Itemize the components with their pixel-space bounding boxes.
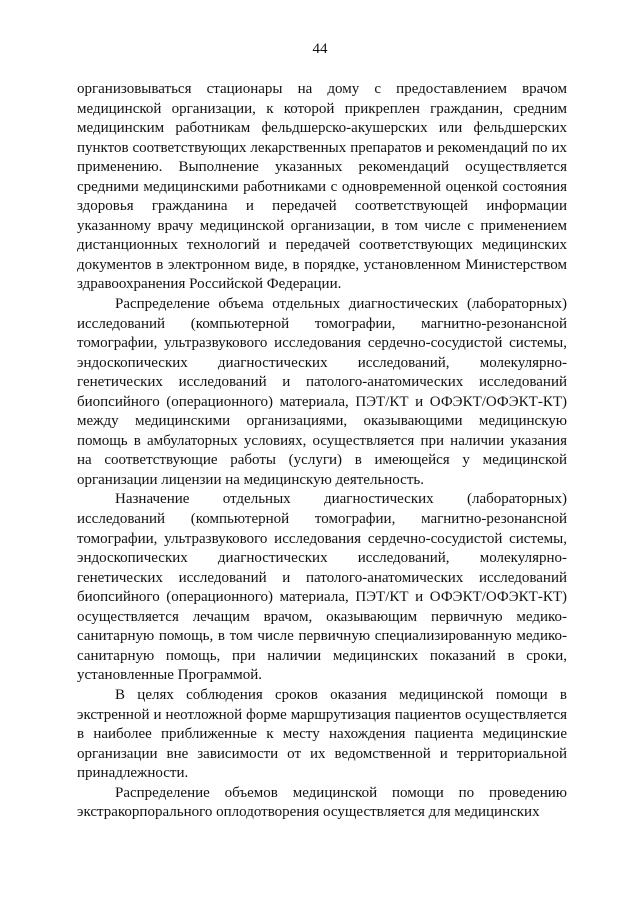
page-number: 44 <box>312 41 328 57</box>
paragraph-continuation: организовываться стационары на дому с предоставлением врачом медицинской организации, к которой прикреплен гражданин, средним медицинским работникам фельдшерско-акушерских или фельдшерских пунктов соответствующих лекарственных препаратов и рекомендаций по их применению. Выполнение указанных рекомендаций осуществляется средними медицинскими работниками с одновременной оценкой состояния здоровья гражданина и передачей соответствующей информации указанному врачу медицинской организации, в том числе с применением дистанционных технологий и передачей соответствующих медицинских документов в электронном виде, в порядке, установленном Министерством здравоохранения Российской Федерации. <box>77 81 567 293</box>
paragraph-emergency-routing: В целях соблюдения сроков оказания медицинской помощи в экстренной и неотложной форме маршрутизация пациентов осуществляется в наиболее приближенные к месту нахождения пациента медицинские организации вне зависимости от их ведомственной и территориальной принадлежности. <box>77 686 567 782</box>
document-body <box>77 80 567 823</box>
paragraph-diagnostic-prescription: Назначение отдельных диагностических (лабораторных) исследований (компьютерной томографии, магнитно-резонансной томографии, ультразвукового исследования сердечно-сосудистой системы, эндоскопических диагностических исследований, молекулярно-генетических исследований и патолого-анатомических исследований биопсийного (операционного) материала, ПЭТ/КТ и ОФЭКТ/ОФЭКТ-КТ) осуществляется лечащим врачом, оказывающим первичную медико-санитарную помощь, в том числе первичную специализированную медико-санитарную помощь, при наличии медицинских показаний в сроки, установленные Программой. <box>77 491 567 684</box>
paragraph-ivf-distribution: Распределение объемов медицинской помощи по проведению экстракорпорального оплодотворения осуществляется для медицинских <box>77 784 567 821</box>
paragraph-diagnostic-distribution: Распределение объема отдельных диагностических (лабораторных) исследований (компьютерной томографии, магнитно-резонансной томографии, ультразвукового исследования сердечно-сосудистой системы, эндоскопических диагностических исследований, молекулярно-генетических исследований и патолого-анатомических исследований биопсийного (операционного) материала, ПЭТ/КТ и ОФЭКТ/ОФЭКТ-КТ) между медицинскими организациями, оказывающими медицинскую помощь в амбулаторных условиях, осуществляется при наличии указания на соответствующие работы (услуги) в имеющейся у медицинской организации лицензии на медицинскую деятельность. <box>77 296 567 488</box>
